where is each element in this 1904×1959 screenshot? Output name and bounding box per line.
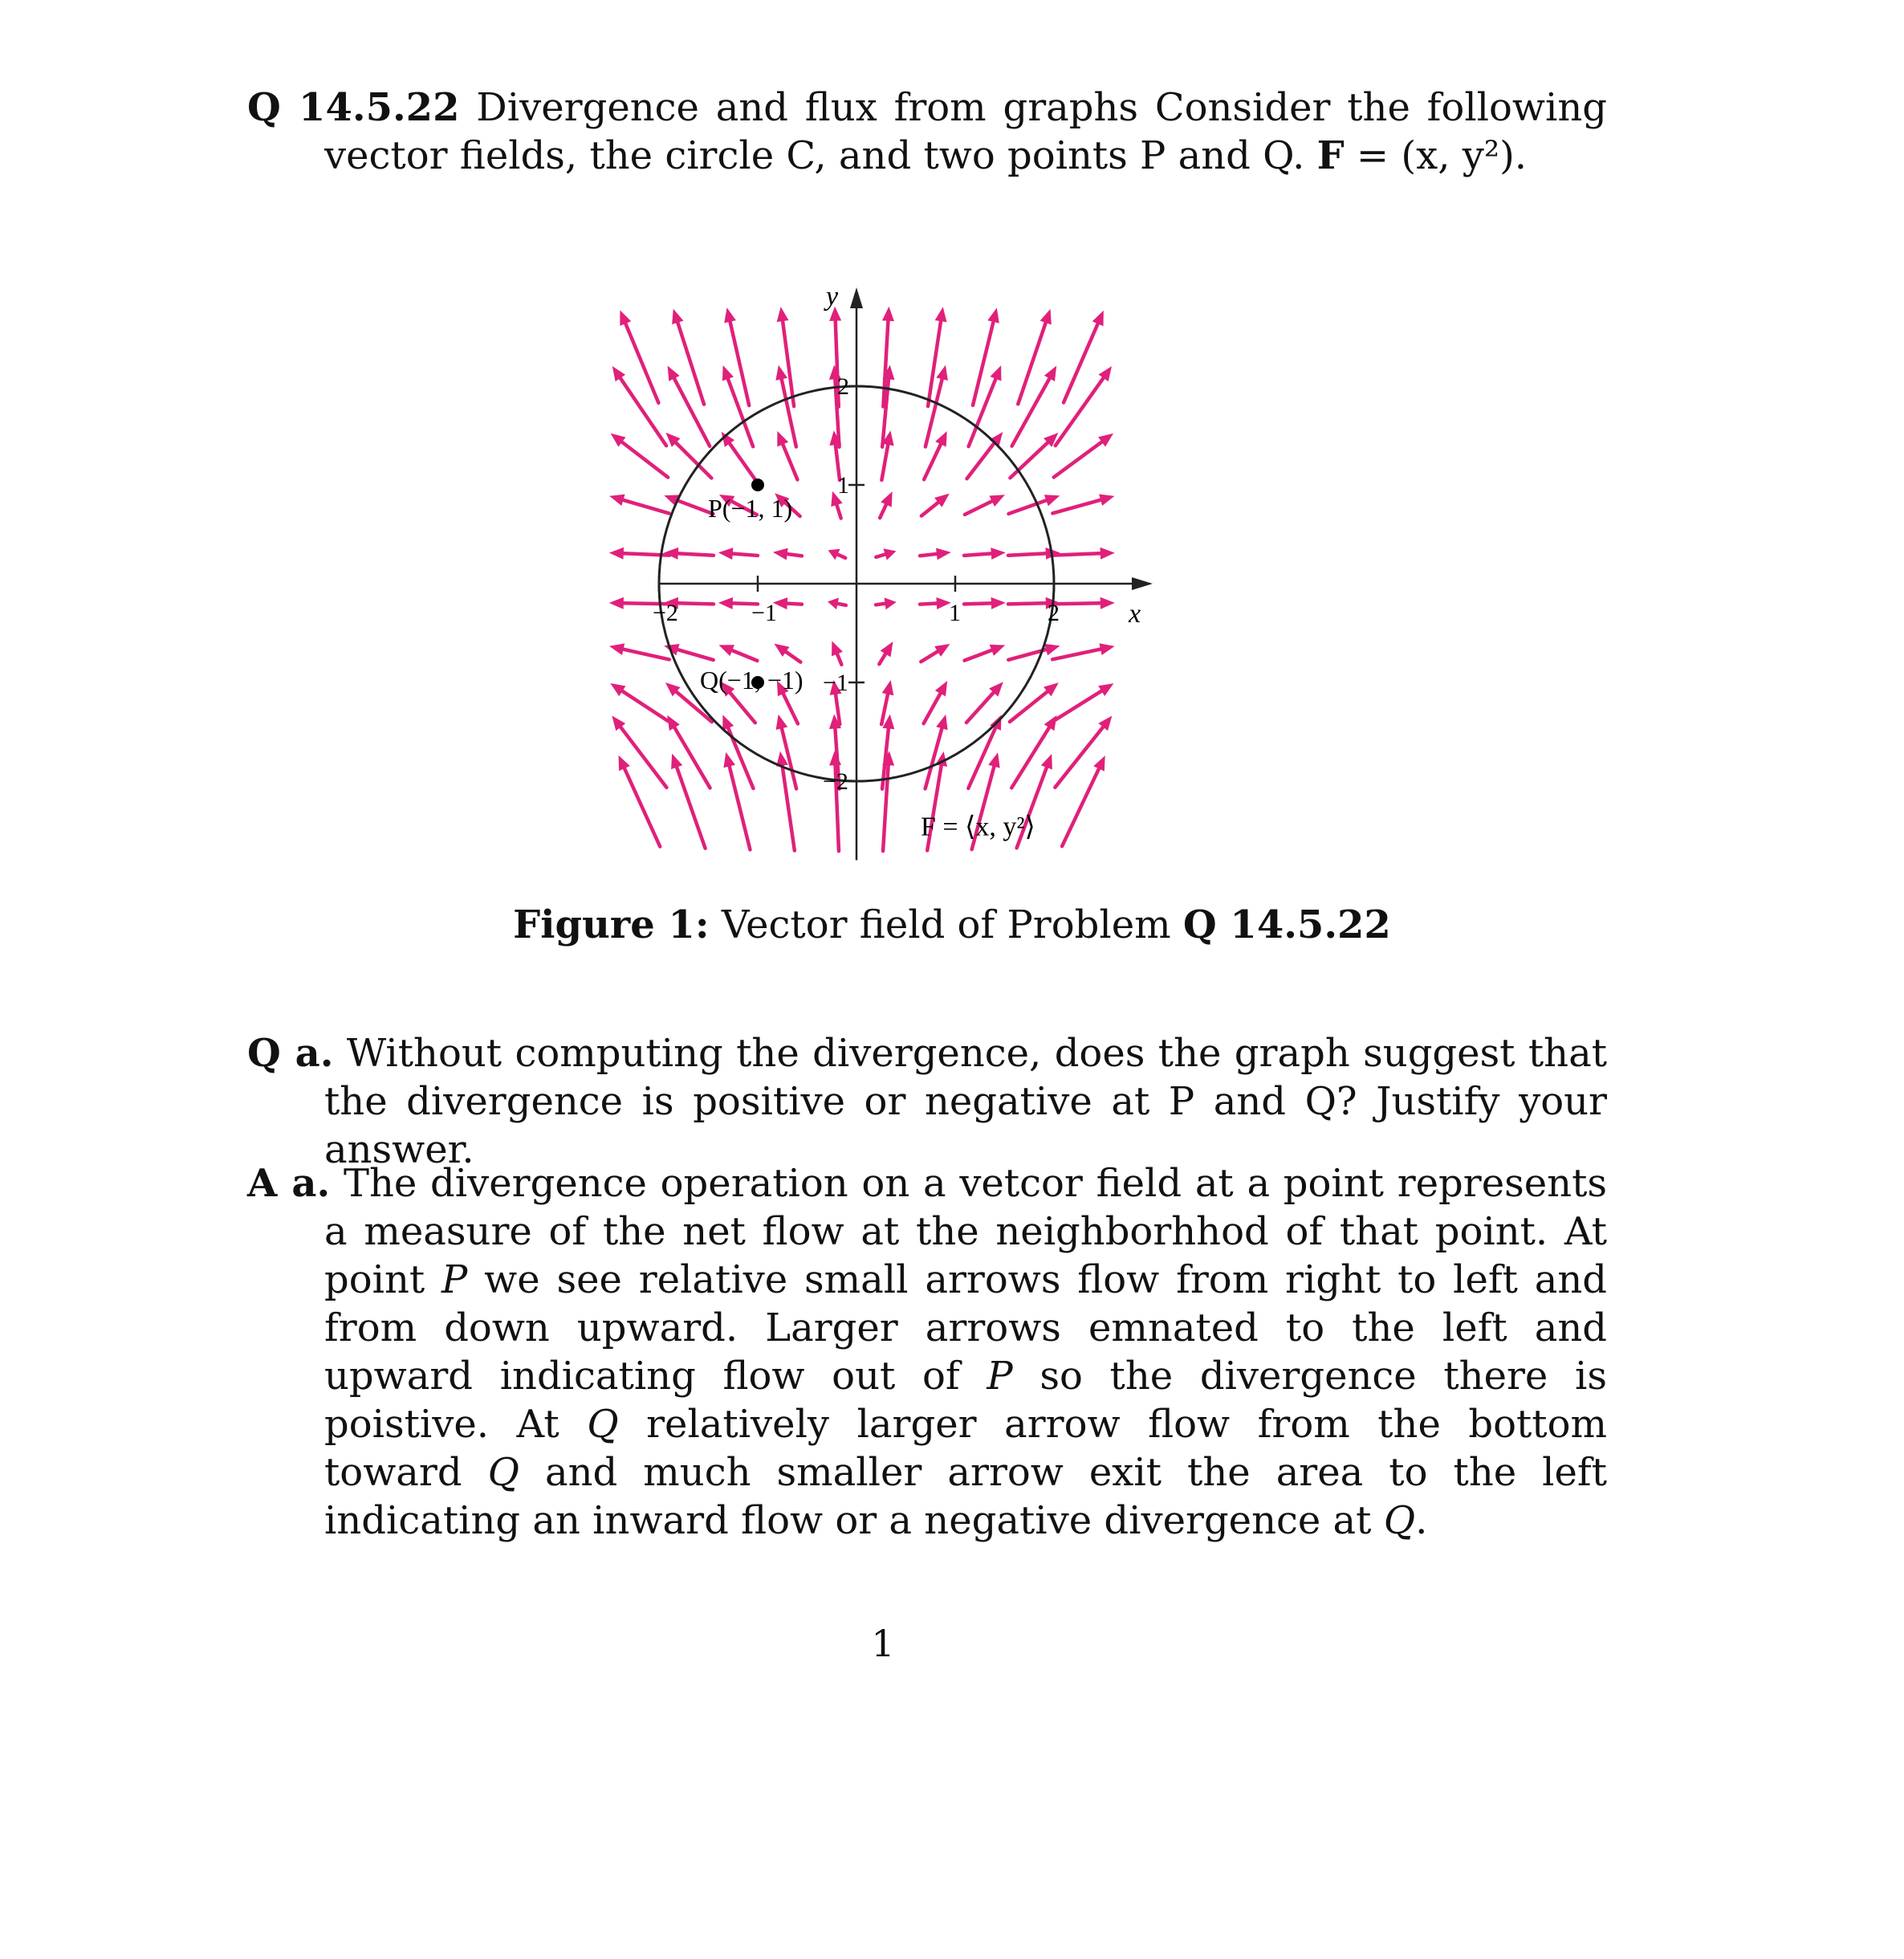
field-arrow [921, 644, 950, 662]
field-arrow [609, 643, 669, 659]
page-number: 1 [871, 1622, 895, 1665]
field-arrow [664, 495, 713, 514]
field-symbol: F [1316, 133, 1345, 178]
field-arrow [964, 597, 1006, 609]
question-text: Divergence and flux from graphs Consider the following vector fields, the circle C, and two points P and Q. [324, 85, 1607, 178]
field-arrow [773, 597, 802, 609]
answer-text: we see relative small arrows flow from right to left and from down upward. Larger arrows emnated to the left and upward indicating flow out of [324, 1257, 1607, 1399]
part-a-question-text: Without computing the divergence, does the graph suggest that the divergence is positive or negative at P and Q? Justify your answer. [324, 1031, 1607, 1172]
y-axis-arrowhead [850, 287, 863, 308]
field-definition: = (x, y²). [1344, 133, 1528, 178]
y-tick-label: −2 [823, 768, 848, 795]
point-p-marker [751, 479, 764, 491]
answer-var-q: Q [587, 1402, 619, 1447]
vector-field-arrows [609, 307, 1115, 851]
field-arrow [876, 548, 896, 560]
answer-var-p: P [987, 1354, 1013, 1399]
x-tick-label: −2 [653, 600, 678, 626]
field-arrow [920, 597, 951, 609]
caption-ref: Q 14.5.22 [1182, 902, 1391, 947]
answer-text: The divergence operation on a vetcor field at a point represents a measure of the net flow at the neighborhhod of that point. At point [324, 1161, 1608, 1302]
field-arrow [1052, 643, 1114, 659]
field-arrow [828, 549, 846, 560]
field-arrow [1053, 683, 1113, 721]
field-formula-label: F = ⟨x, y²⟩ [921, 812, 1035, 842]
y-axis-label: y [826, 282, 839, 312]
field-arrow [776, 715, 796, 789]
field-arrow [612, 715, 666, 787]
field-arrow [1052, 494, 1114, 513]
caption-text: Vector field of Problem [721, 902, 1171, 947]
field-arrow [610, 683, 668, 721]
question-label: Q 14.5.22 [247, 85, 460, 130]
field-arrow [1052, 548, 1115, 560]
answer-text: so the divergence there is poistive. At [324, 1354, 1608, 1447]
answer-text: and much smaller arrow exit the area to the left indicating an inward flow or a negative divergence at [324, 1450, 1607, 1543]
field-arrow [1010, 682, 1059, 722]
field-arrow [832, 641, 843, 664]
x-axis-arrowhead [1132, 577, 1153, 590]
field-arrow [828, 597, 846, 609]
field-arrow [966, 682, 1003, 723]
field-arrow [920, 548, 951, 560]
field-arrow [1008, 644, 1060, 660]
field-arrow [1012, 366, 1057, 446]
field-arrow [1018, 309, 1052, 404]
field-arrow [965, 495, 1005, 515]
field-arrow [773, 548, 802, 560]
answer-var-q: Q [487, 1450, 519, 1495]
field-arrow [926, 715, 948, 788]
field-arrow [973, 307, 999, 405]
field-arrow [774, 644, 800, 662]
field-arrow [921, 494, 950, 516]
field-arrow [876, 597, 897, 609]
y-tick-label: 2 [837, 373, 849, 400]
field-arrow [664, 548, 714, 560]
field-arrow [1011, 715, 1056, 788]
field-arrow [879, 641, 893, 664]
part-a-question-label: Q a. [247, 1031, 334, 1076]
x-tick-label: 2 [1048, 600, 1060, 626]
x-tick-label: 1 [949, 600, 961, 626]
part-a-answer-label: A a. [247, 1161, 331, 1206]
field-arrow [881, 680, 893, 724]
y-tick-label: 1 [837, 472, 849, 499]
field-arrow [722, 715, 753, 788]
answer-var-p: P [441, 1257, 468, 1302]
point-p-label: P(−1, 1) [708, 494, 793, 523]
field-arrow [1054, 434, 1113, 478]
field-arrow [672, 309, 704, 405]
field-arrow [968, 715, 1001, 788]
field-arrow [612, 366, 666, 446]
x-axis-label: x [1129, 599, 1141, 629]
field-arrow [965, 645, 1006, 661]
field-arrow [667, 715, 710, 788]
field-arrow [724, 307, 749, 405]
field-arrow [1052, 597, 1115, 609]
field-arrow [1056, 366, 1112, 446]
field-arrow [1055, 715, 1112, 787]
vector-field-figure [562, 269, 1172, 879]
y-tick-label: −1 [823, 670, 848, 696]
field-arrow [880, 491, 892, 518]
field-arrow [718, 645, 757, 661]
answer-var-q: Q [1383, 1498, 1416, 1543]
part-a-question [247, 1029, 1607, 1174]
part-a-answer [247, 1159, 1607, 1545]
field-arrow [609, 495, 669, 514]
figure-caption [0, 901, 1904, 949]
field-arrow [964, 548, 1006, 560]
field-arrow [718, 548, 758, 560]
answer-text: relatively larger arrow flow from the bottom toward [324, 1402, 1608, 1495]
x-tick-label: −1 [751, 600, 777, 626]
point-q-label: Q(−1, −1) [700, 666, 804, 694]
answer-text: . [1415, 1498, 1428, 1543]
question-intro [247, 83, 1607, 180]
field-arrow [611, 434, 668, 478]
caption-label: Figure 1: [513, 902, 710, 947]
